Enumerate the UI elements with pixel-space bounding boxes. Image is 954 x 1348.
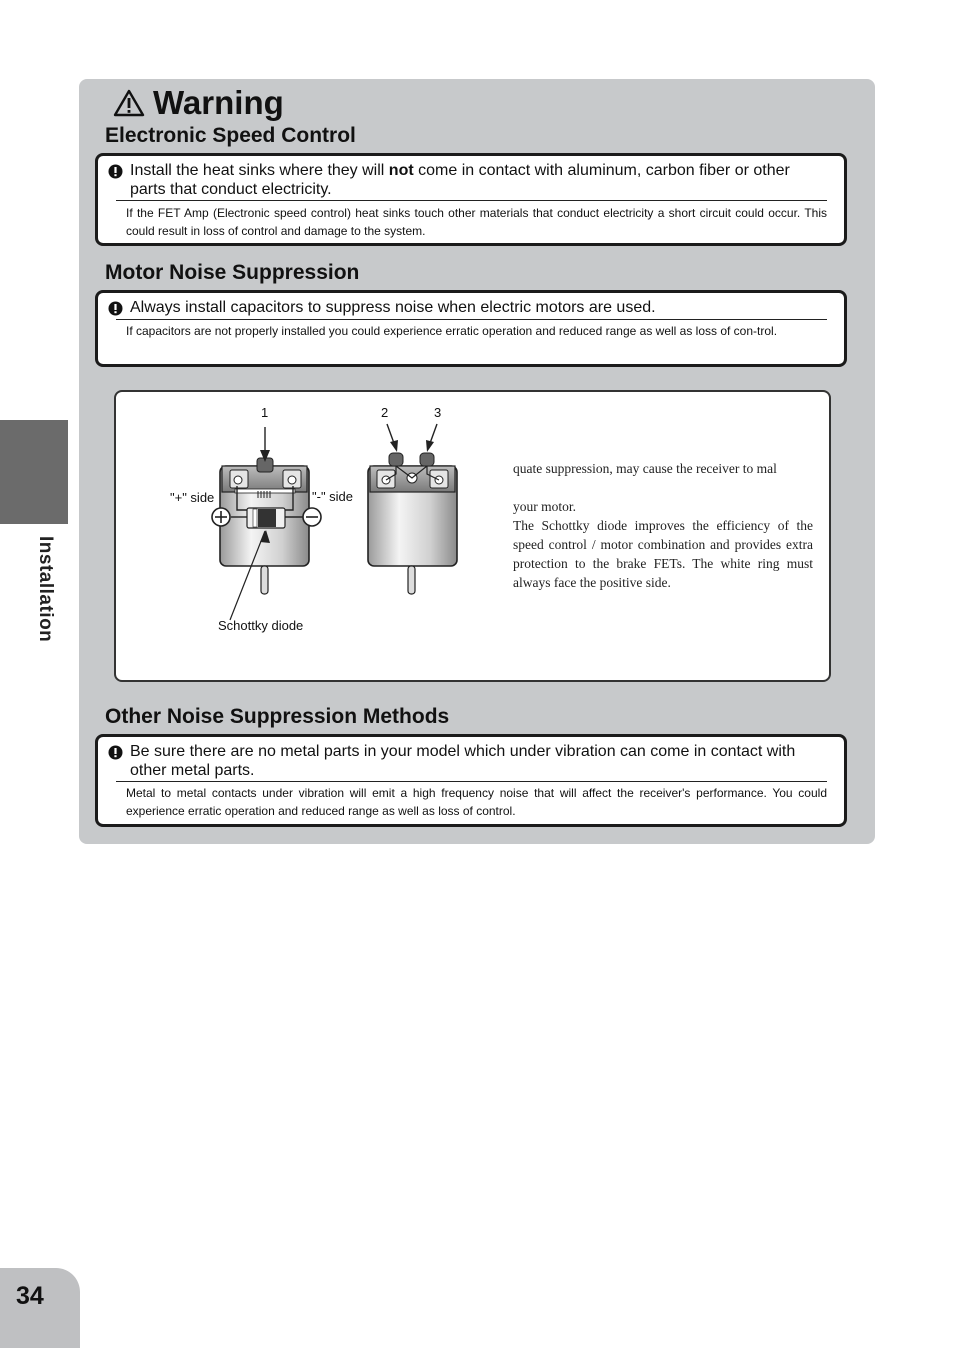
notice-detail-text: If the FET Amp (Electronic speed control) heat sinks touch other materials that conduct electricity a short circuit could occur. This could result in loss of control and damage to the system. [126,206,827,238]
notice-detail-text: Metal to metal contacts under vibration will emit a high frequency noise that will affect the receiver's performance. You could experience erratic operation and reduced range as well as loss of control. [126,786,827,818]
section-tab-label: Installation [35,536,56,643]
plus-side-label: "+" side [170,490,215,505]
section-title-other-noise: Other Noise Suppression Methods [105,705,450,728]
callout-3: 3 [434,405,442,420]
diagram-description [513,459,813,592]
callout-2: 2 [381,405,389,420]
notice-main-text: Be sure there are no metal parts in your model which under vibration can come in contact with other metal parts. [108,742,828,780]
notice-main-text: Install the heat sinks where they will not come in contact with aluminum, carbon fiber or other parts that conduct electricity. [108,161,828,199]
motor-rear-view [212,427,321,620]
section-title-motor-noise: Motor Noise Suppression [105,261,360,284]
notice-other-noise [95,734,847,827]
page-number: 34 [16,1282,44,1310]
notice-detail-text: If capacitors are not properly installed you could experience erratic operation and reduced range as well as loss of con-trol. [126,324,778,338]
notice-main-text: Always install capacitors to suppress noise when electric motors are used. [108,298,828,317]
minus-side-label: "-" side [312,489,354,504]
schottky-diode-label: Schottky diode [218,618,304,633]
description-line: quate suppression, may cause the receiver to mal [513,461,777,476]
callout-1: 1 [261,405,269,420]
motor-side-view [368,424,457,594]
description-paragraph: The Schottky diode improves the efficiency of the speed control / motor combination and provides extra protection to the brake FETs. The white ring must always face the positive side. [513,518,813,590]
exclamation-icon [108,745,123,760]
divider [116,781,827,782]
description-line: your motor. [513,499,576,514]
warning-title: Warning [153,84,284,121]
section-title-speed-control: Electronic Speed Control [105,124,356,147]
